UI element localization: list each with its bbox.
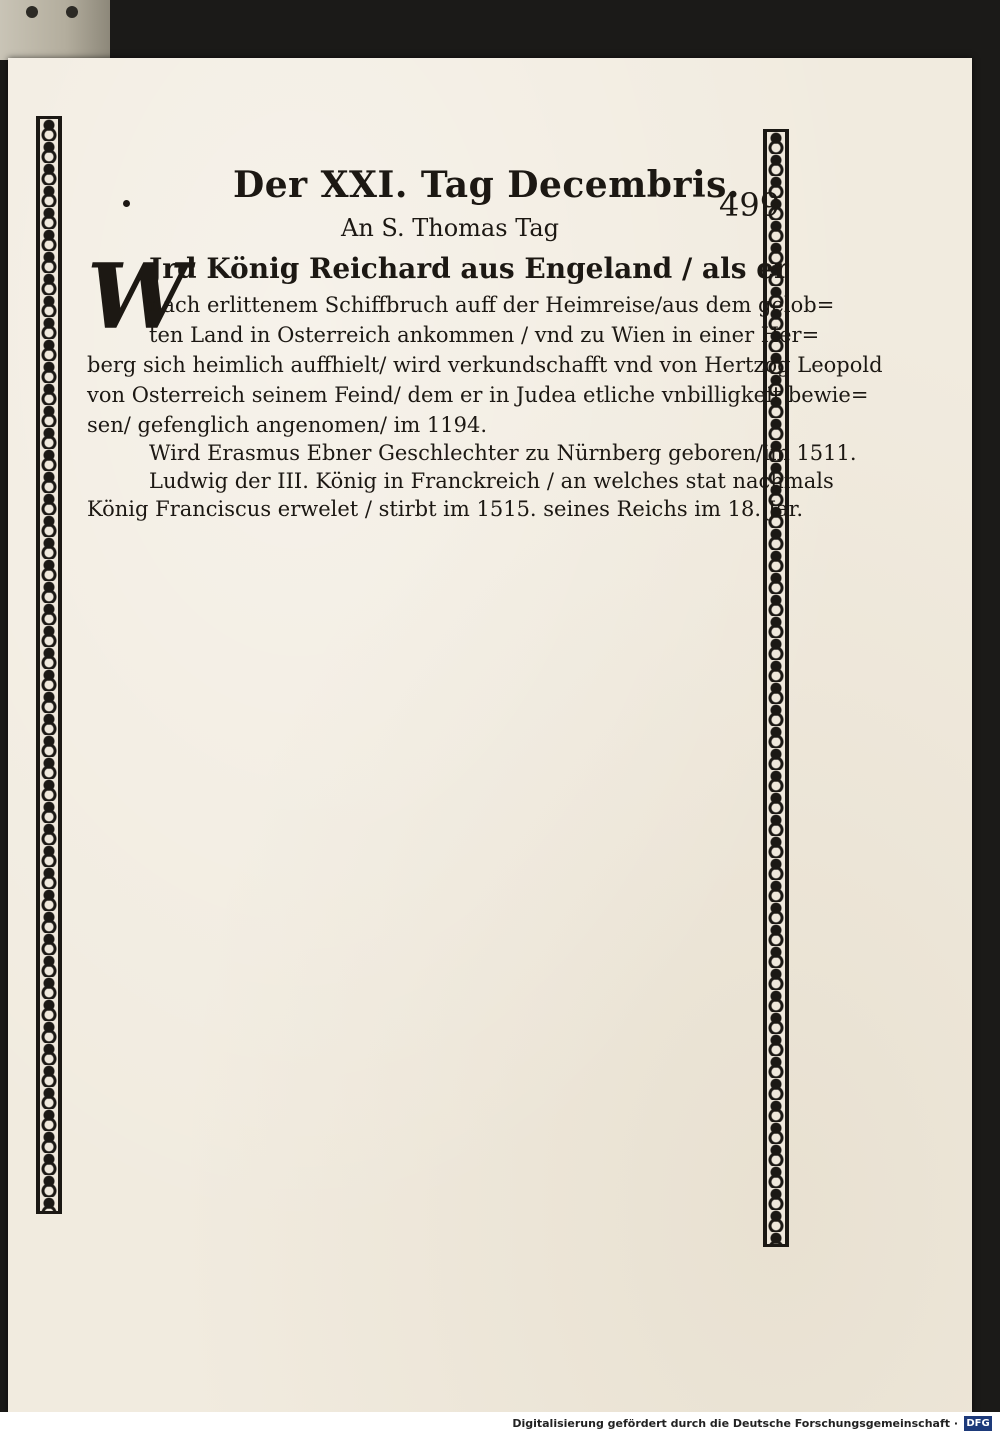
ornamental-border-left (36, 116, 62, 1214)
clip-hole (26, 6, 38, 18)
running-head: Der XXI. Tag Decembris. (233, 164, 740, 206)
text-line: Wird Erasmus Ebner Geschlechter zu Nürnberg geboren/im 1511. (149, 441, 857, 465)
drop-initial: W (87, 244, 189, 350)
text-line: nach erlittenem Schiffbruch auff der Heimreise/aus dem gelob= (149, 293, 835, 317)
digitization-note: Digitalisierung gefördert durch die Deutsche Forschungsgemeinschaft · (512, 1417, 958, 1430)
text-line: berg sich heimlich auffhielt/ wird verkundschafft vnd von Hertzog Leopold (87, 353, 883, 377)
subheading: An S. Thomas Tag (341, 214, 560, 242)
text-line: ten Land in Osterreich ankommen / vnd zu Wien in einer Her= (149, 323, 820, 347)
clip-hole (66, 6, 78, 18)
text-line: König Franciscus erwelet / stirbt im 1515. seines Reichs im 18. Jar. (87, 497, 804, 521)
text-line: Jrd König Reichard aus Engeland / als er (149, 252, 789, 285)
binding-clip (0, 0, 110, 60)
text-line: sen/ gefenglich angenomen/ im 1194. (87, 413, 488, 437)
ink-dot (123, 200, 130, 207)
page-header (87, 158, 781, 242)
text-line: von Osterreich seinem Feind/ dem er in Judea etliche vnbilligkeit bewie= (87, 383, 869, 407)
text-block (87, 158, 883, 521)
book-page (8, 58, 972, 1414)
footer-bar (0, 1412, 1000, 1434)
text-line: Ludwig der III. König in Franckreich / an welches stat nachmals (149, 469, 834, 493)
page-number: 499 (719, 186, 781, 224)
dfg-logo-icon: DFG (964, 1416, 992, 1431)
